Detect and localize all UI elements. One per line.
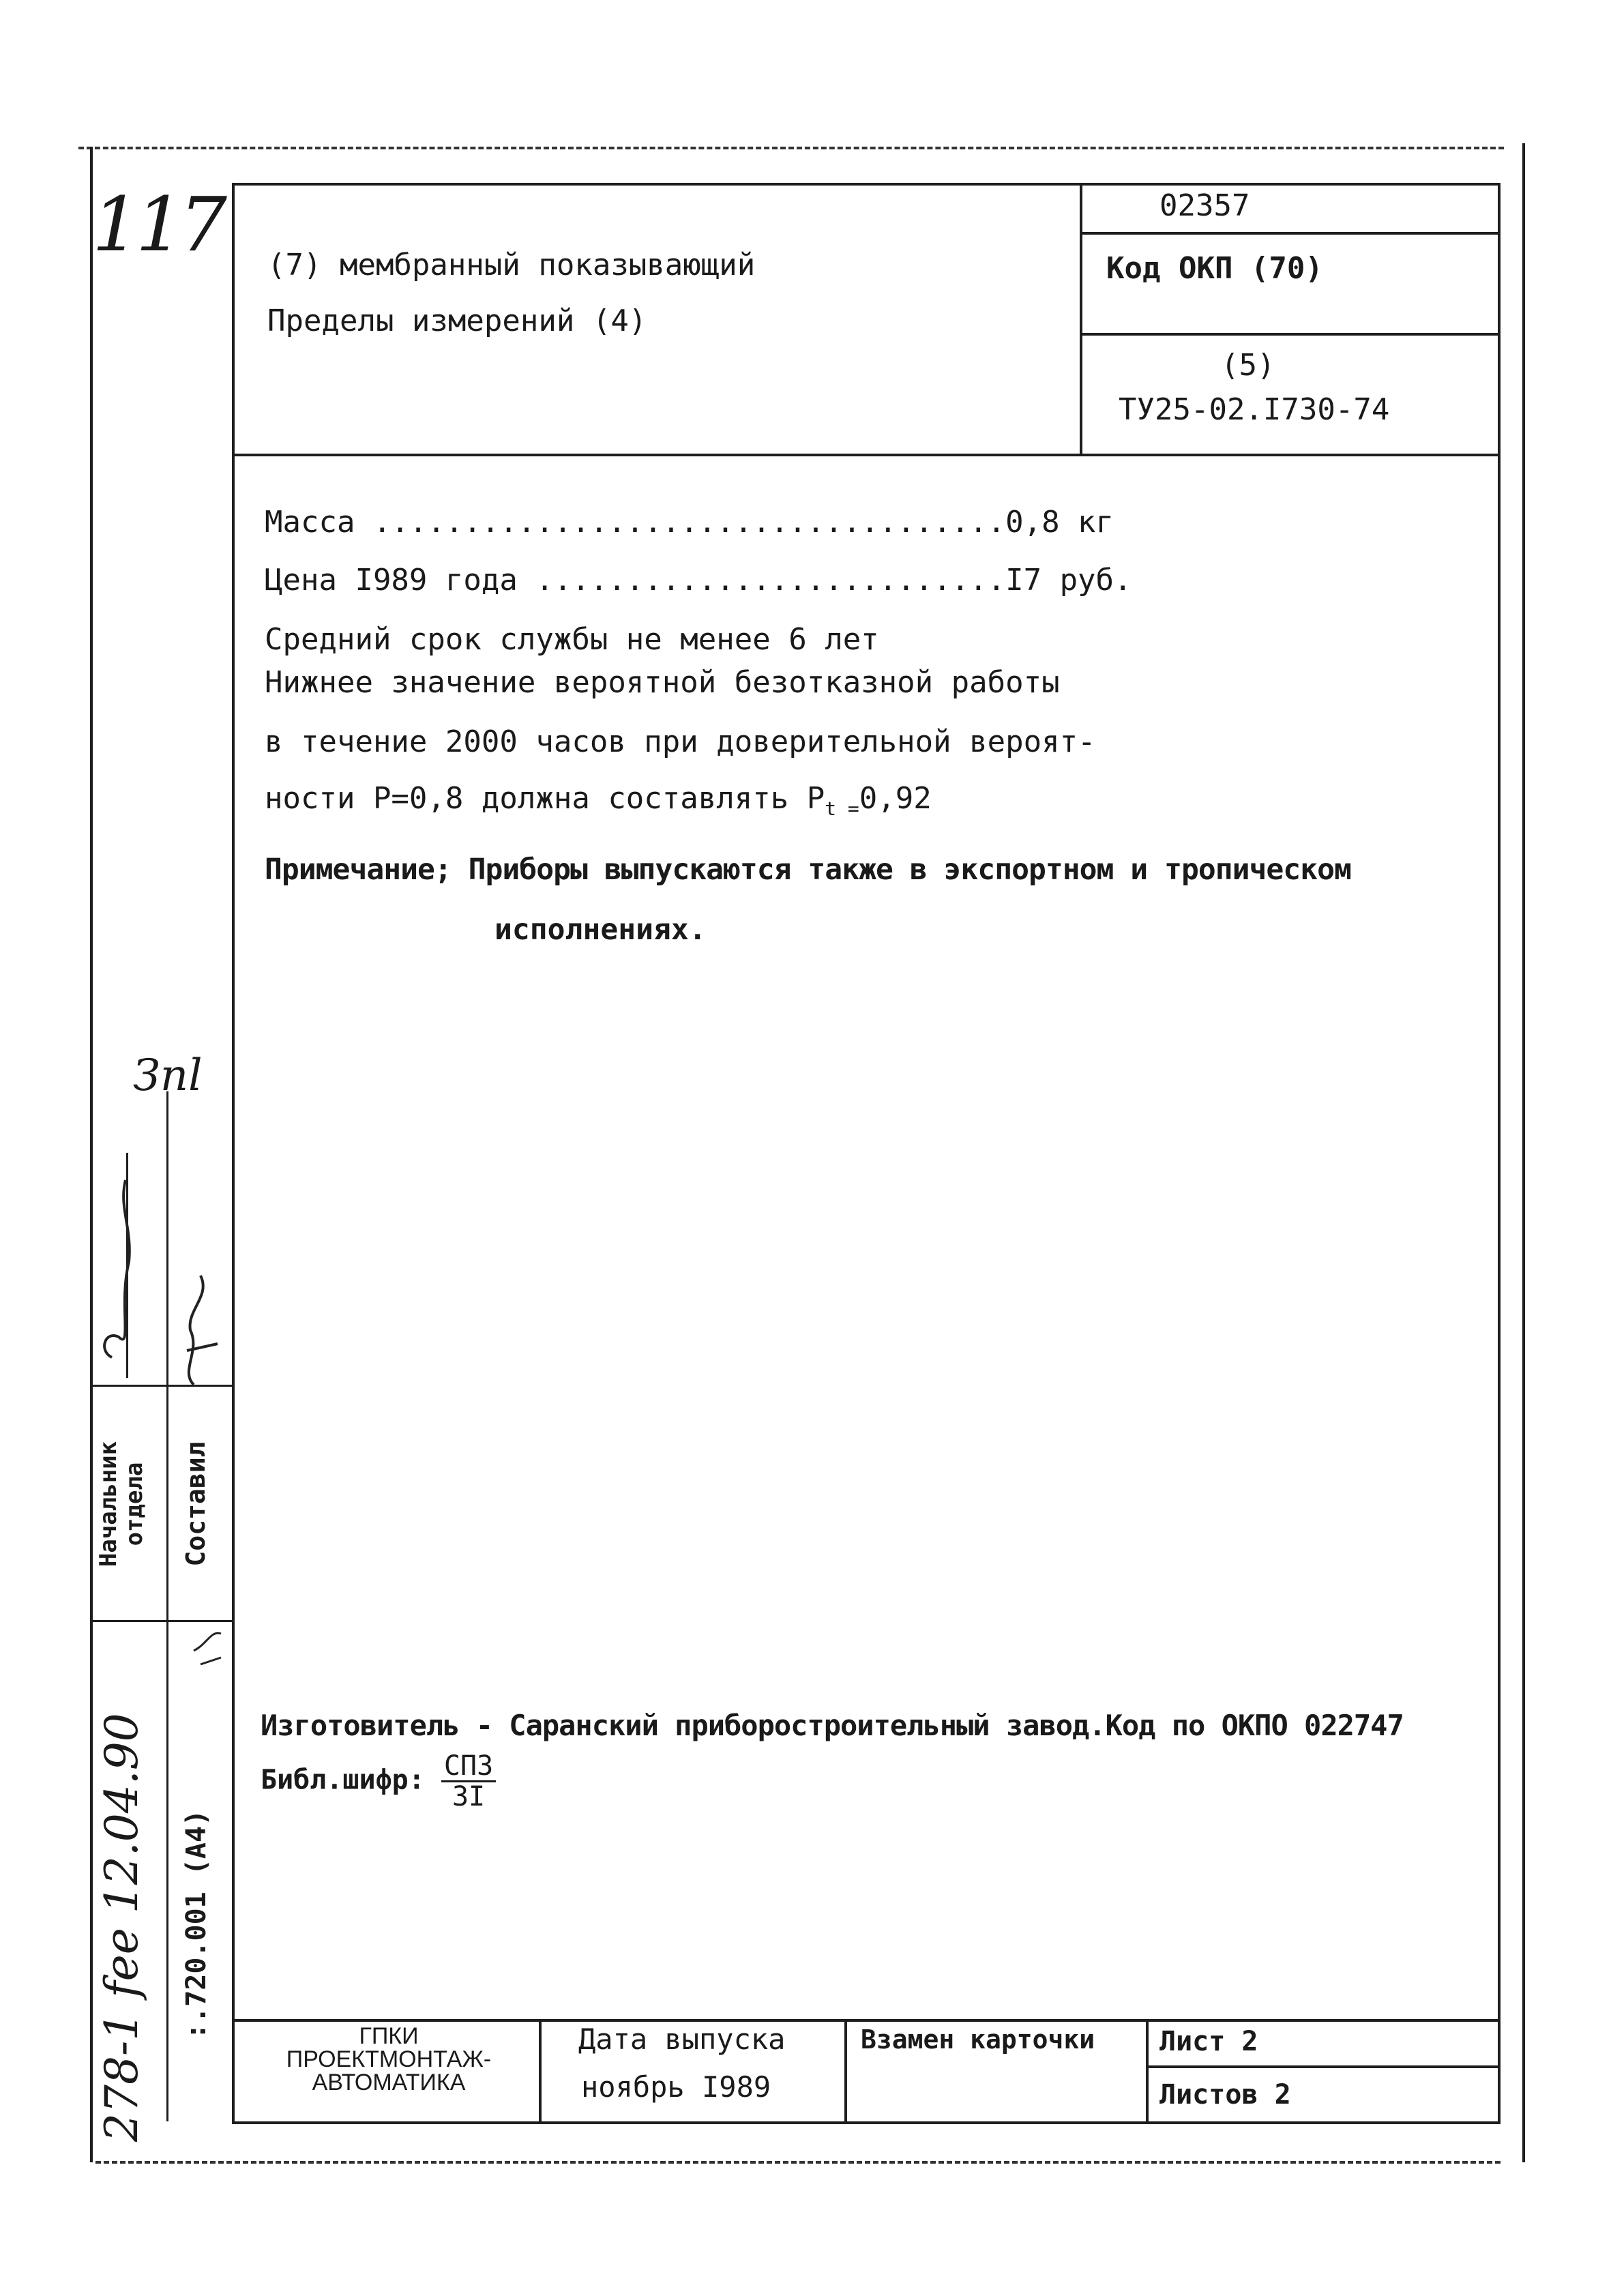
bibl-numerator: СПЗ (441, 1752, 496, 1782)
note-line-2: исполнениях. (494, 913, 707, 947)
header-divider (232, 454, 1501, 456)
form-code: :.720.001 (А4) (181, 1809, 212, 2040)
footer-date-value: ноябрь I989 (581, 2070, 771, 2104)
footer-sheets-label: Листов 2 (1159, 2079, 1291, 2110)
footer-top-rule (232, 2019, 1501, 2022)
bottom-frame-line (95, 2161, 1501, 2166)
footer-replace-label: Взамен карточки (861, 2025, 1095, 2055)
right-outer-border (1522, 143, 1525, 2162)
reliability-line-2: в течение 2000 часов при доверительной вероят- (265, 724, 1096, 759)
bibl-line (261, 1752, 496, 1811)
reliability-line-3-text: ности Р=0,8 должна составлять Р (265, 781, 825, 816)
page-number: 117 (92, 181, 223, 268)
card-bottom-border (232, 2121, 1501, 2124)
reliability-value: 0,92 (859, 781, 932, 816)
footer-org-line3: АВТОМАТИКА (312, 2070, 466, 2095)
reliability-line-3 (265, 781, 932, 820)
footer-org-line1: ГПКИ (359, 2023, 419, 2049)
footer-col-3 (1146, 2019, 1149, 2123)
author-label: Составил (181, 1441, 211, 1567)
note-line-1: Примечание; Приборы выпускаются также в экспортном и тропическом (265, 853, 1351, 887)
header-line2: Пределы измерений (4) (267, 304, 647, 338)
service-life-line: Средний срок службы не менее 6 лет (265, 622, 879, 657)
header-line1: (7) мембранный показывающий (267, 248, 756, 282)
bibl-label: Библ.шифр: (261, 1764, 425, 1796)
bibl-denominator: 3I (452, 1781, 486, 1812)
card-top-border (232, 183, 1501, 186)
footer-date-label: Дата выпуска (578, 2022, 786, 2056)
handwritten-date: 278-1 fee 12.04.90 (95, 1713, 148, 2142)
footer-sheet-label: Лист 2 (1159, 2026, 1258, 2057)
card-right-border (1498, 183, 1501, 2123)
okp-label: Код ОКП (70) (1106, 251, 1323, 286)
manufacturer-line: Изготовитель - Саранский приборостроительный завод.Код по ОКПО 022747 (261, 1709, 1404, 1742)
header-vertical-divider (1080, 183, 1082, 456)
head-of-department-label: Начальник отдела (95, 1441, 148, 1568)
reliability-subscript: t = (825, 797, 859, 820)
footer-org (242, 2025, 535, 2094)
footer-col-1 (539, 2019, 542, 2123)
footer-col-2 (844, 2019, 847, 2123)
footer-org-line2: ПРОЕКТМОНТАЖ- (286, 2046, 492, 2072)
price-line: Цена I989 года ..........................I7 руб. (265, 563, 1132, 598)
bibl-fraction (441, 1752, 496, 1811)
margin-handwritten-zn: Зnl (133, 1050, 203, 1101)
code-top: 02357 (1159, 188, 1250, 223)
header-okp-rule (1080, 333, 1501, 336)
header-code-rule (1080, 232, 1501, 235)
mass-line: Масса ...................................0,8 кг (265, 505, 1114, 540)
tu-label: ТУ25-02.I730-74 (1119, 392, 1390, 427)
footer-sheet-rule (1146, 2065, 1501, 2068)
tu-number: (5) (1221, 348, 1275, 383)
top-frame-line (78, 147, 1504, 152)
reliability-line-1: Нижнее значение вероятной безотказной работы (265, 665, 1060, 700)
signature-marks (91, 1125, 235, 1739)
